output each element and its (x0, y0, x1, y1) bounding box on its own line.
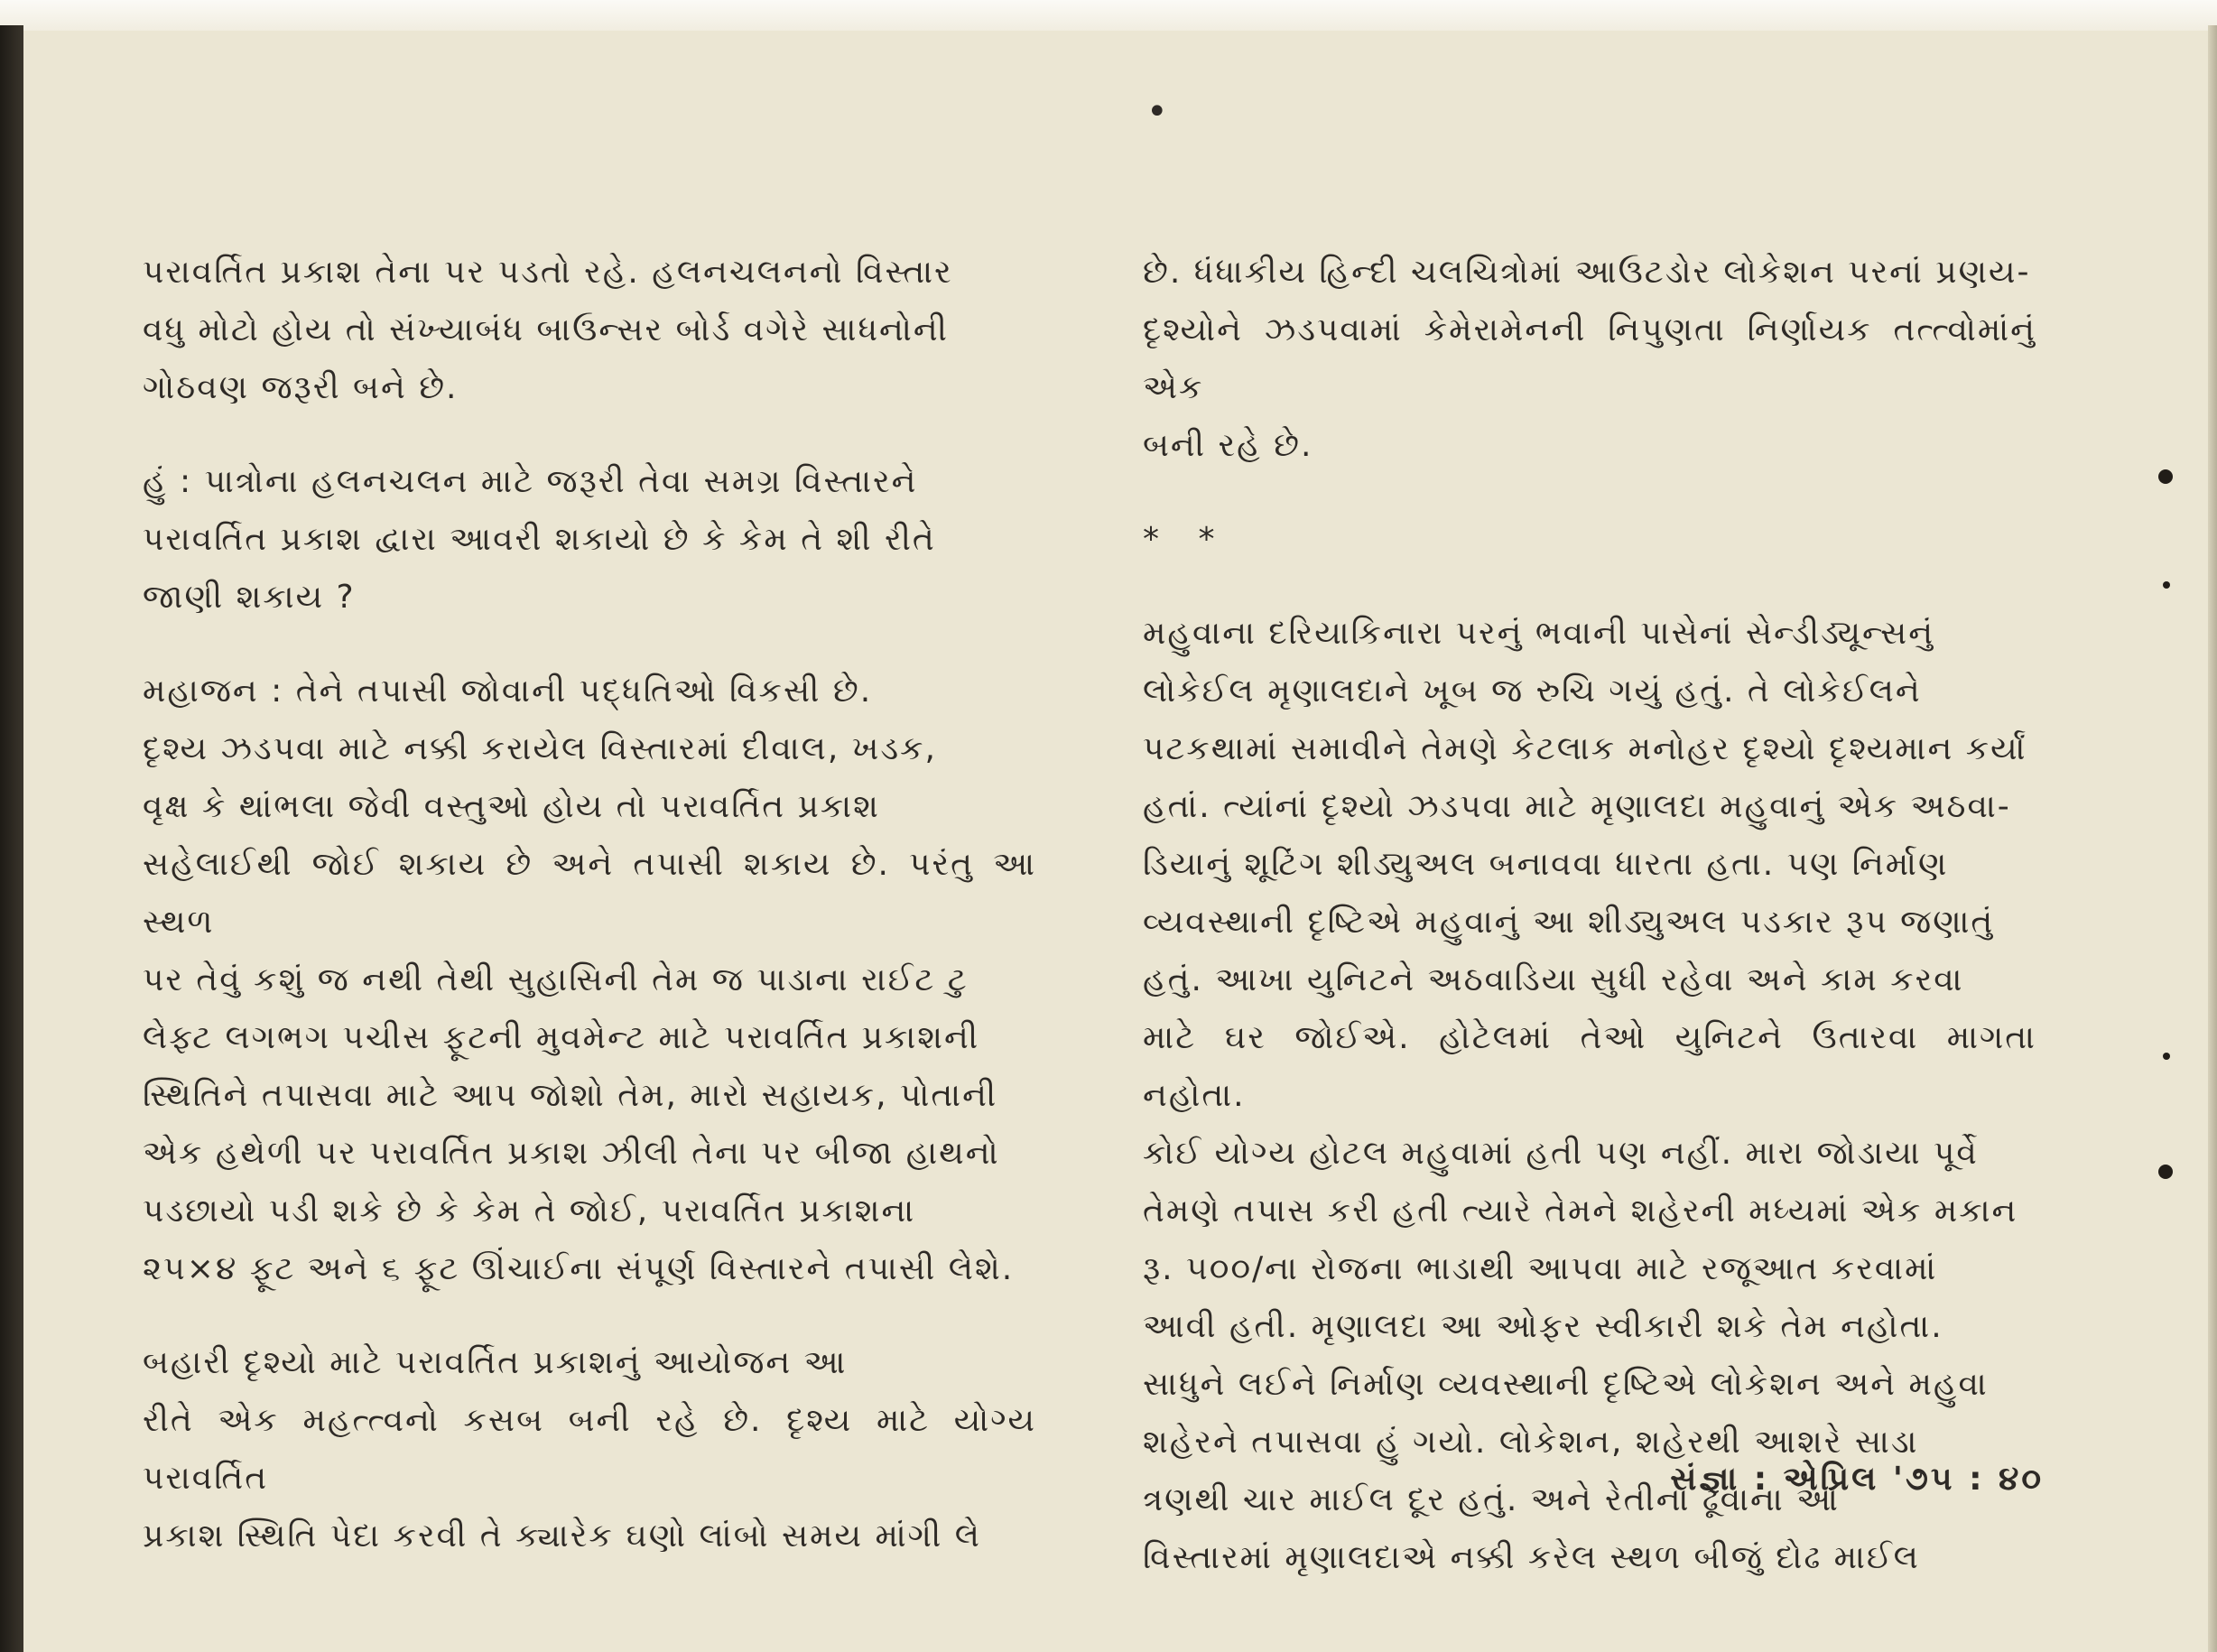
book-binding-edge (0, 25, 23, 1652)
paragraph: મહુવાના દરિયાકિનારા પરનું ભવાની પાસેનાં સેન્ડીડ્યૂન્સનું લોકેઈલ મૃણાલદાને ખૂબ જ રુચિ ગયું હતું. તે લોકેઈલને પટકથામાં સમાવીને તેમણે કેટલાક મનોહર દૃશ્યો દૃશ્યમાન કર્યાં હતાં. ત્યાંનાં દૃશ્યો ઝડપવા માટે મૃણાલદા મહુવાનું એક અઠવા- ડિયાનું શૂટિંગ શીડ્યુઅલ બનાવવા ધારતા હતા. પણ નિર્માણ વ્યવસ્થાની દૃષ્ટિએ મહુવાનું આ શીડ્યુઅલ પડકાર રૂપ જણાતું હતું. આખા યુનિટને અઠવાડિયા સુધી રહેવા અને કામ કરવા માટે ઘર જોઈએ. હોટેલમાં તેઓ યુનિટને ઉતારવા માગતા નહોતા. કોઈ યોગ્ય હોટલ મહુવામાં હતી પણ નહીં. મારા જોડાયા પૂર્વે તેમણે તપાસ કરી હતી ત્યારે તેમને શહેરની મધ્યમાં એક મકાન રૂ. ૫૦૦/ના રોજના ભાડાથી આપવા માટે રજૂઆત કરવામાં આવી હતી. મૃણાલદા આ ઓફર સ્વીકારી શકે તેમ નહોતા. સાધુને લઈને નિર્માણ વ્યવસ્થાની દૃષ્ટિએ લોકેશન અને મહુવા શહેરને તપાસવા હું ગયો. લોકેશન, શહેરથી આશરે સાડા ત્રણથી ચાર માઈલ દૂર હતું. અને રેતીના ઢૂવાના આ વિસ્તારમાં મૃણાલદાએ નક્કી કરેલ સ્થળ બીજું દોઢ માઈલ (1143, 615, 2036, 1576)
binding-hole (2163, 581, 2170, 589)
ink-speck: • (1146, 91, 1168, 133)
page-right-edge (2208, 25, 2217, 1652)
paragraph: પરાવર્તિત પ્રકાશ તેના પર પડતો રહે. હલનચલનનો વિસ્તાર વધુ મોટો હોય તો સંખ્યાબંધ બાઉન્સર બોર્ડ વગેરે સાધનોની ગોઠવણ જરૂરી બને છે. (143, 254, 953, 406)
right-column (1143, 244, 2036, 1623)
scan-top-margin (0, 0, 2217, 31)
page-footer: સંજ્ઞા : એપ્રિલ '૭૫ : ૪૦ (1670, 1461, 2044, 1498)
section-separator: * * (1143, 521, 1229, 558)
paragraph: બહારી દૃશ્યો માટે પરાવર્તિત પ્રકાશનું આયોજન આ રીતે એક મહત્ત્વનો કસબ બની રહે છે. દૃશ્ય માટે યોગ્ય પરાવર્તિત પ્રકાશ સ્થિતિ પેદા કરવી તે ક્યારેક ઘણો લાંબો સમય માંગી લે (143, 1344, 1036, 1555)
binding-hole (2158, 1165, 2173, 1179)
paragraph: છે. ધંધાકીય હિન્દી ચલચિત્રોમાં આઉટડોર લોકેશન પરનાં પ્રણય- દૃશ્યોને ઝડપવામાં કેમેરામેનની નિપુણતા નિર્ણાયક તત્ત્વોમાંનું એક બની રહે છે. (1143, 254, 2036, 464)
binding-hole (2158, 469, 2173, 484)
left-column (143, 244, 1036, 1601)
paragraph: મહાજન : તેને તપાસી જોવાની પદ્ધતિઓ વિકસી છે. દૃશ્ય ઝડપવા માટે નક્કી કરાયેલ વિસ્તારમાં દીવાલ, ખડક, વૃક્ષ કે થાંભલા જેવી વસ્તુઓ હોય તો પરાવર્તિત પ્રકાશ સહેલાઈથી જોઈ શકાય છે અને તપાસી શકાય છે. પરંતુ આ સ્થળ પર તેવું કશું જ નથી તેથી સુહાસિની તેમ જ પાડાના રાઈટ ટુ લેફ્ટ લગભગ પચીસ ફૂટની મુવમેન્ટ માટે પરાવર્તિત પ્રકાશની સ્થિતિને તપાસવા માટે આપ જોશો તેમ, મારો સહાયક, પોતાની એક હથેળી પર પરાવર્તિત પ્રકાશ ઝીલી તેના પર બીજા હાથનો પડછાયો પડી શકે છે કે કેમ તે જોઈ, પરાવર્તિત પ્રકાશના ૨૫×૪ ફૂટ અને ૬ ફૂટ ઊંચાઈના સંપૂર્ણ વિસ્તારને તપાસી લેશે. (143, 673, 1036, 1287)
binding-hole (2163, 1053, 2170, 1060)
paragraph: હું : પાત્રોના હલનચલન માટે જરૂરી તેવા સમગ્ર વિસ્તારને પરાવર્તિત પ્રકાશ દ્વારા આવરી શકાયો છે કે કેમ તે શી રીતે જાણી શકાય ? (143, 463, 936, 616)
